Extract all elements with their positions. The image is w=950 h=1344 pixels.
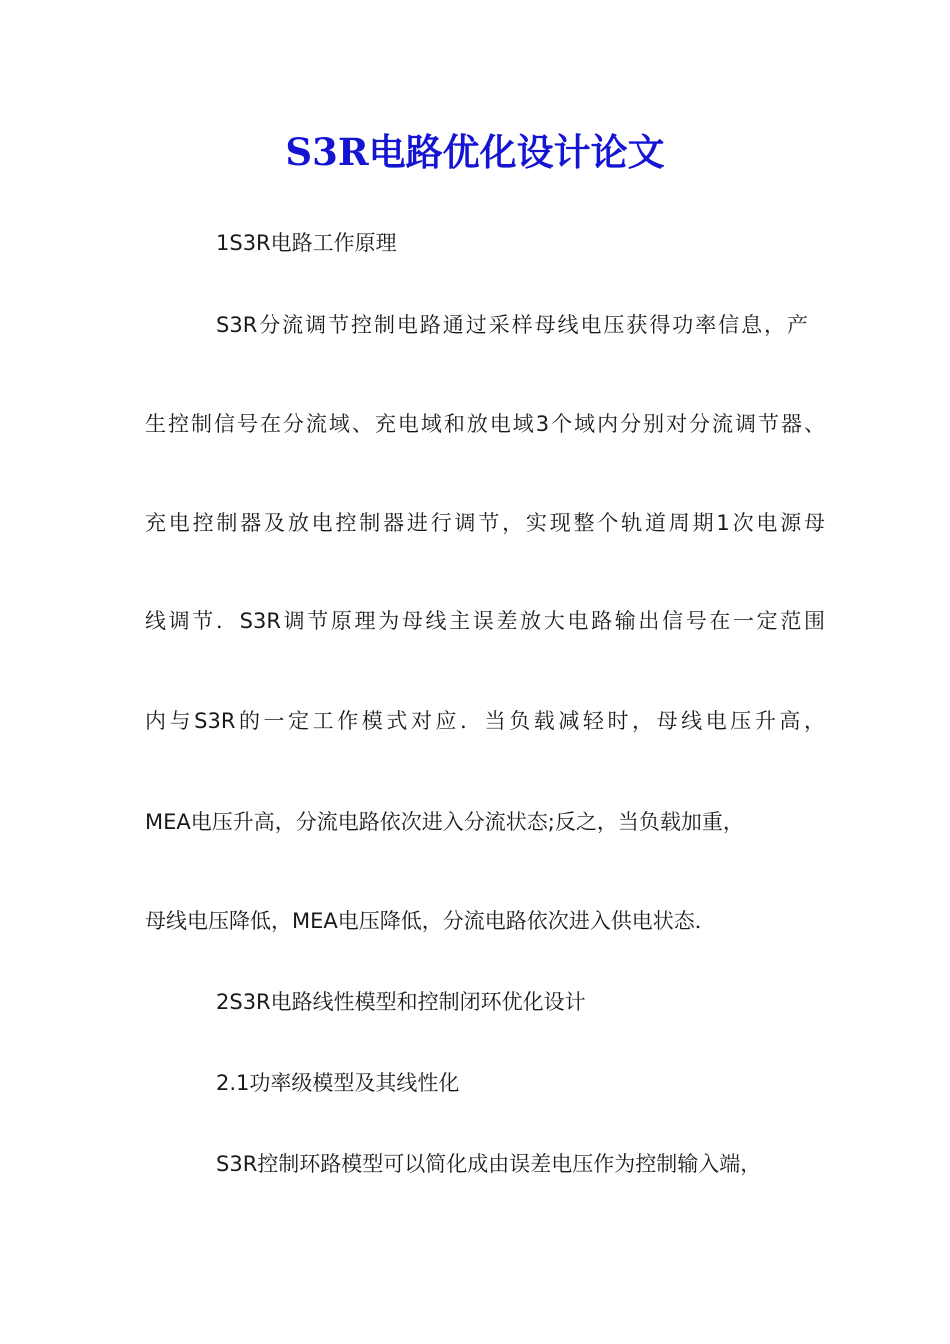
document-title: S3R电路优化设计论文 bbox=[285, 130, 665, 174]
paragraph-line: S3R分流调节控制电路通过采样母线电压获得功率信息，产 bbox=[216, 313, 808, 337]
paragraph-line: 生控制信号在分流域、充电域和放电域3个域内分别对分流调节器、 bbox=[145, 412, 825, 436]
subsection-heading: 2.1功率级模型及其线性化 bbox=[216, 1071, 460, 1095]
paragraph-line: 母线电压降低，MEA电压降低，分流电路依次进入供电状态． bbox=[145, 909, 716, 933]
paragraph-line: S3R控制环路模型可以简化成由误差电压作为控制输入端， bbox=[216, 1152, 762, 1176]
paragraph-line: 内与S3R的一定工作模式对应．当负载减轻时，母线电压升高， bbox=[145, 709, 825, 733]
paragraph-line: 线调节．S3R调节原理为母线主误差放大电路输出信号在一定范围 bbox=[145, 609, 825, 633]
paragraph-line: MEA电压升高，分流电路依次进入分流状态;反之，当负载加重， bbox=[145, 810, 744, 834]
paragraph-line: 充电控制器及放电控制器进行调节，实现整个轨道周期1次电源母 bbox=[145, 511, 825, 535]
section-heading-1: 1S3R电路工作原理 bbox=[216, 231, 397, 255]
section-heading-2: 2S3R电路线性模型和控制闭环优化设计 bbox=[216, 990, 586, 1014]
